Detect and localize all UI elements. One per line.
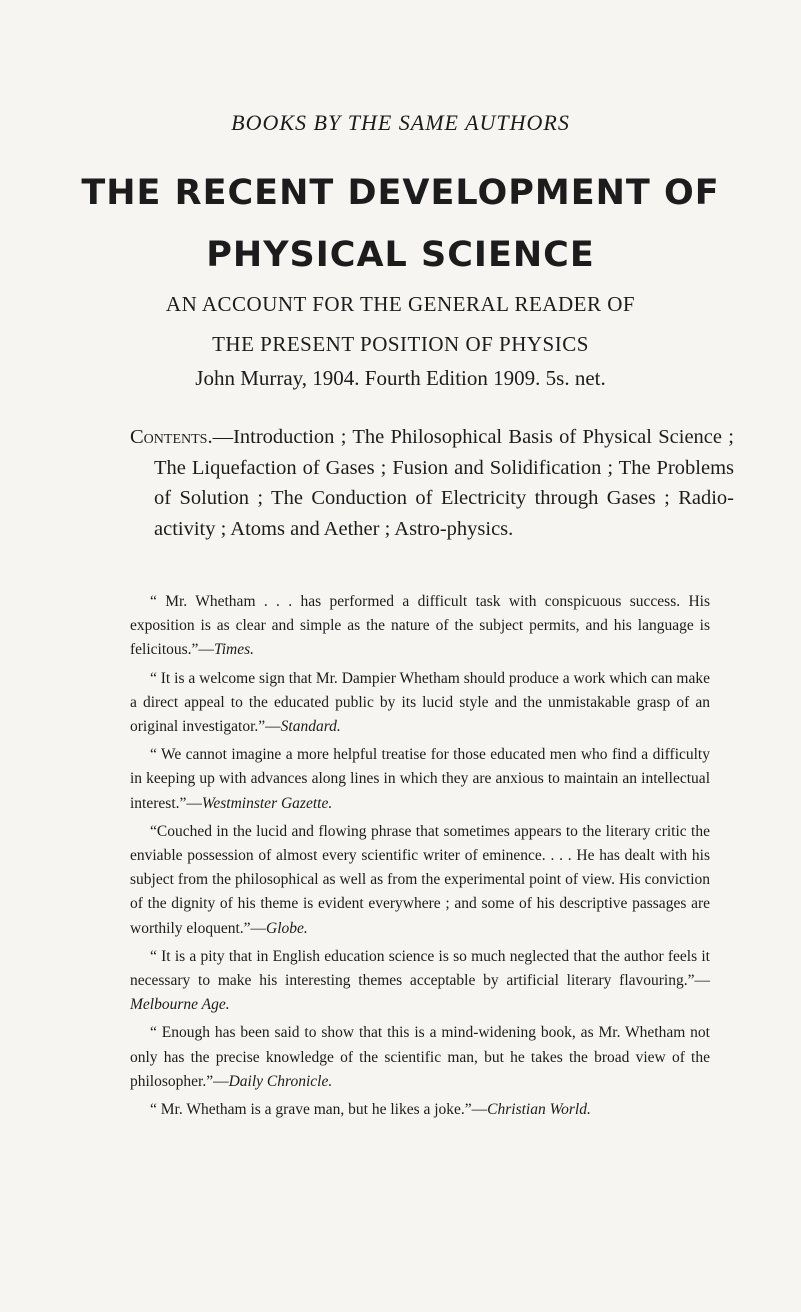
page-header: BOOKS BY THE SAME AUTHORS bbox=[231, 110, 570, 135]
contents-paragraph bbox=[130, 422, 734, 544]
contents-text: —Introduction ; The Philosophical Basis of Physical Science ; The Liquefaction of Gases ; Fusion and Solidification ; The Problems of Solution ; The Conduction of Electricity through Gases ; Radio-activity ; Atoms and Aether ; Astro-physics. bbox=[154, 426, 734, 540]
review-text: “ Mr. Whetham . . . has performed a difficult task with conspicuous success. His exposition is as clear and simple as the nature of the subject permits, and his language is felicitous.”— bbox=[130, 593, 710, 659]
review-text: “Couched in the lucid and flowing phrase that sometimes appears to the literary critic the enviable possession of almost every scientific writer of eminence. . . . He has dealt with his subject from the philosophical as well as from the experimental point of view. His conviction of the dignity of his theme is evident everywhere ; and some of his descriptive passages are worthily eloquent.”— bbox=[130, 822, 710, 937]
review-source: Standard. bbox=[280, 718, 341, 736]
review-text: “ It is a welcome sign that Mr. Dampier Whetham should produce a work which can make a direct appeal to the educated public by its lucid style and the unmistakable grasp of an original investigator.”— bbox=[130, 669, 710, 736]
publication-info: John Murray, 1904. Fourth Edition 1909. 5s. net. bbox=[195, 366, 606, 390]
review-quote bbox=[130, 820, 710, 941]
review-quote bbox=[130, 945, 710, 1018]
book-title-line-1: THE RECENT DEVELOPMENT OF bbox=[81, 173, 720, 213]
review-quote bbox=[130, 743, 710, 816]
book-title-line-2: PHYSICAL SCIENCE bbox=[206, 235, 595, 275]
review-text: “ Mr. Whetham is a grave man, but he likes a joke.”— bbox=[150, 1101, 488, 1119]
review-text: “ We cannot imagine a more helpful treatise for those educated men who find a difficulty in keeping up with advances along lines in which they are anxious to maintain an intellectual interest.”— bbox=[130, 746, 710, 812]
review-quote bbox=[130, 590, 710, 663]
review-source: Christian World. bbox=[487, 1101, 591, 1119]
review-quote bbox=[130, 1021, 710, 1094]
book-title bbox=[60, 162, 741, 286]
review-quote bbox=[130, 667, 710, 740]
review-source: Melbourne Age. bbox=[130, 996, 230, 1014]
review-source: Westminster Gazette. bbox=[201, 794, 333, 812]
review-text: “ It is a pity that in English education science is so much neglected that the author feels it necessary to make his interesting themes acceptable by artificial literary flavouring.”— bbox=[130, 947, 710, 990]
book-subtitle-line-2: THE PRESENT POSITION OF PHYSICS bbox=[212, 332, 589, 356]
contents-label: Contents. bbox=[130, 426, 213, 448]
book-subtitle-line-1: AN ACCOUNT FOR THE GENERAL READER OF bbox=[165, 292, 636, 316]
review-source: Globe. bbox=[266, 919, 308, 937]
review-source: Times. bbox=[213, 641, 254, 659]
reviews-list bbox=[130, 590, 710, 1126]
review-source: Daily Chronicle. bbox=[228, 1072, 333, 1090]
review-text: “ Enough has been said to show that this is a mind-widening book, as Mr. Whetham not only has the precise knowledge of the scientific man, but he takes the broad view of the philosopher.”— bbox=[130, 1024, 710, 1090]
book-subtitle bbox=[90, 284, 711, 364]
review-quote bbox=[130, 1098, 710, 1122]
